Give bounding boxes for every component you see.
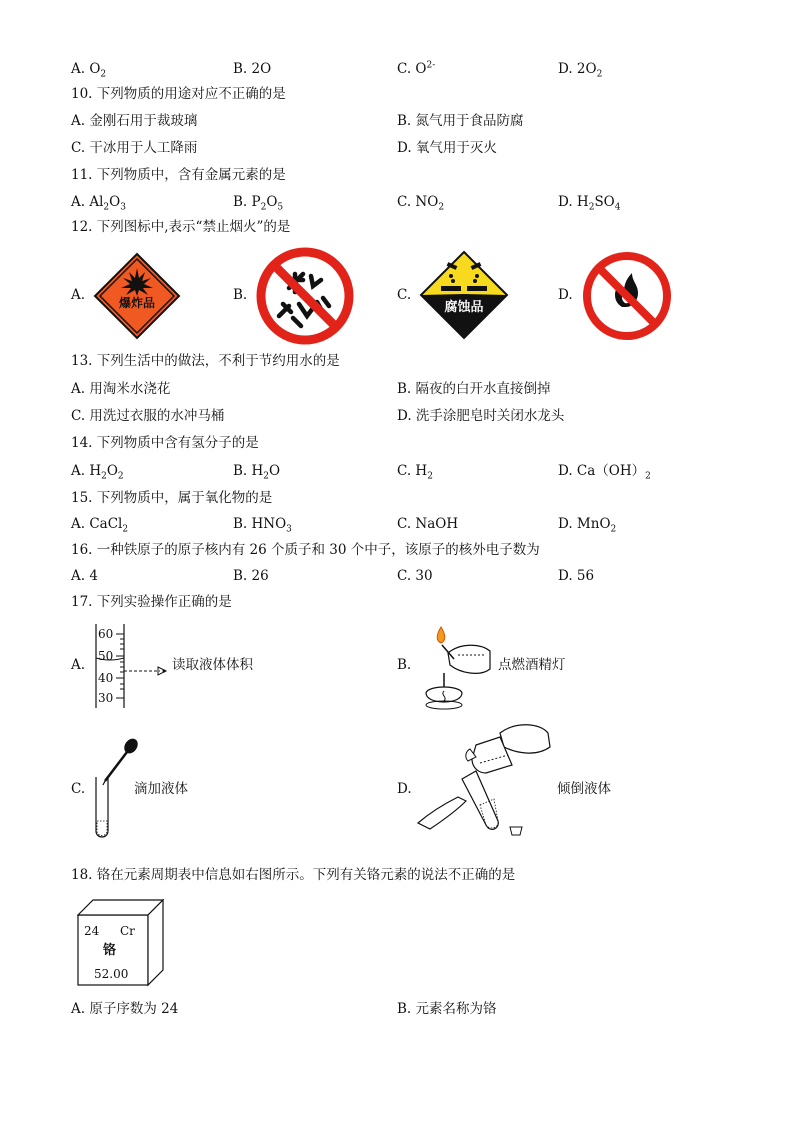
cylinder-tick-40: 40 [98, 671, 114, 685]
q18-stem: 18. 铬在元素周期表中信息如右图所示。下列有关铬元素的说法不正确的是 [71, 867, 516, 883]
q14-option-d[interactable]: D. $Ca(OH)_2$ [558, 463, 651, 482]
q17-caption-b: 点燃酒精灯 [498, 657, 566, 673]
q9-option-c[interactable]: C. $O^{2-}$ [397, 60, 436, 77]
no-open-flame-sign-icon[interactable] [582, 251, 672, 341]
element-symbol: Cr [120, 924, 135, 938]
q13-option-d[interactable]: D. 洗手涂肥皂时关闭水龙头 [397, 408, 565, 424]
q17-caption-d: 倾倒液体 [557, 781, 611, 797]
q13-stem: 13. 下列生活中的做法，不利于节约用水的是 [71, 353, 340, 369]
q15-option-c[interactable]: C. NaOH [397, 516, 459, 532]
q14-option-a[interactable]: A. $H_2O_2$ [71, 463, 124, 482]
q17-caption-c: 滴加液体 [134, 781, 188, 797]
q12-label-c[interactable]: C. [397, 287, 412, 303]
cylinder-tick-30: 30 [98, 691, 114, 705]
q15-option-d[interactable]: D. MnO$_2$ [558, 516, 617, 535]
q12-label-d[interactable]: D. [558, 287, 573, 303]
q15-option-a[interactable]: A. CaCl$_2$ [71, 516, 129, 535]
q17-label-a[interactable]: A. [71, 657, 86, 673]
q10-option-d[interactable]: D. 氧气用于灭火 [397, 140, 497, 156]
q17-stem: 17. 下列实验操作正确的是 [71, 594, 232, 610]
q14-option-b[interactable]: B. $H_2O$ [233, 463, 281, 482]
q12-stem: 12. 下列图标中,表示“禁止烟火”的是 [71, 219, 291, 235]
element-name: 铬 [103, 943, 117, 958]
element-atomic-mass: 52.00 [94, 967, 129, 981]
element-atomic-number: 24 [84, 924, 100, 938]
q12-label-a[interactable]: A. [71, 287, 86, 303]
q18-option-a[interactable]: A. 原子序数为 24 [71, 1001, 179, 1017]
q14-option-c[interactable]: C. $H_2$ [397, 463, 433, 482]
q18-option-b[interactable]: B. 元素名称为铬 [397, 1001, 497, 1017]
q9-option-b[interactable]: B. 2O [233, 61, 272, 77]
q17-caption-a: 读取液体体积 [172, 657, 253, 673]
q12-label-b[interactable]: B. [233, 287, 248, 303]
q13-option-b[interactable]: B. 隔夜的白开水直接倒掉 [397, 381, 551, 397]
q15-option-b[interactable]: B. $HNO_3$ [233, 516, 292, 535]
graduated-cylinder-icon [86, 622, 176, 710]
q17-label-c[interactable]: C. [71, 781, 86, 797]
q17-label-d[interactable]: D. [397, 781, 412, 797]
q11-option-d[interactable]: D. $H_2SO_4$ [558, 194, 621, 213]
q9-option-d[interactable]: D. $2O_2$ [558, 61, 603, 80]
cylinder-tick-50: 50 [98, 649, 114, 663]
q17-label-b[interactable]: B. [397, 657, 412, 673]
corrosive-sign-text: 腐蚀品 [444, 300, 484, 315]
q14-stem: 14. 下列物质中含有氢分子的是 [71, 435, 259, 451]
q10-stem: 10. 下列物质的用途对应不正确的是 [71, 86, 286, 102]
q10-option-b[interactable]: B. 氮气用于食品防腐 [397, 113, 524, 129]
q11-option-a[interactable]: A. $Al_2O_3$ [71, 194, 126, 213]
pouring-liquid-icon [416, 717, 552, 841]
q13-option-a[interactable]: A. 用淘米水浇花 [71, 381, 171, 397]
q11-stem: 11. 下列物质中，含有金属元素的是 [71, 167, 286, 183]
q13-option-c[interactable]: C. 用洗过衣服的水冲马桶 [71, 408, 225, 424]
q16-option-a[interactable]: A. 4 [71, 568, 98, 584]
explosive-sign-icon[interactable] [93, 252, 181, 340]
periodic-table-cell [77, 899, 165, 987]
q10-option-c[interactable]: C. 干冰用于人工降雨 [71, 140, 198, 156]
q16-option-b[interactable]: B. 26 [233, 568, 269, 584]
q11-option-c[interactable]: C. $NO_2$ [397, 194, 445, 213]
q11-option-b[interactable]: B. $P_2O_5$ [233, 194, 284, 213]
q16-option-c[interactable]: C. 30 [397, 568, 433, 584]
q16-option-d[interactable]: D. 56 [558, 568, 595, 584]
cylinder-tick-60: 60 [98, 627, 114, 641]
q15-stem: 15. 下列物质中，属于氧化物的是 [71, 490, 273, 506]
explosive-sign-text: 爆炸品 [118, 296, 156, 310]
no-fireworks-sign-icon[interactable] [255, 246, 355, 346]
q10-option-a[interactable]: A. 金刚石用于裁玻璃 [71, 113, 198, 129]
q16-stem: 16. 一种铁原子的原子核内有 26 个质子和 30 个中子，该原子的核外电子数为 [71, 542, 540, 558]
corrosive-sign-icon[interactable] [419, 250, 509, 340]
alcohol-lamp-lighting-icon [414, 625, 496, 713]
q9-option-a[interactable]: A. $O_2$ [71, 61, 107, 80]
